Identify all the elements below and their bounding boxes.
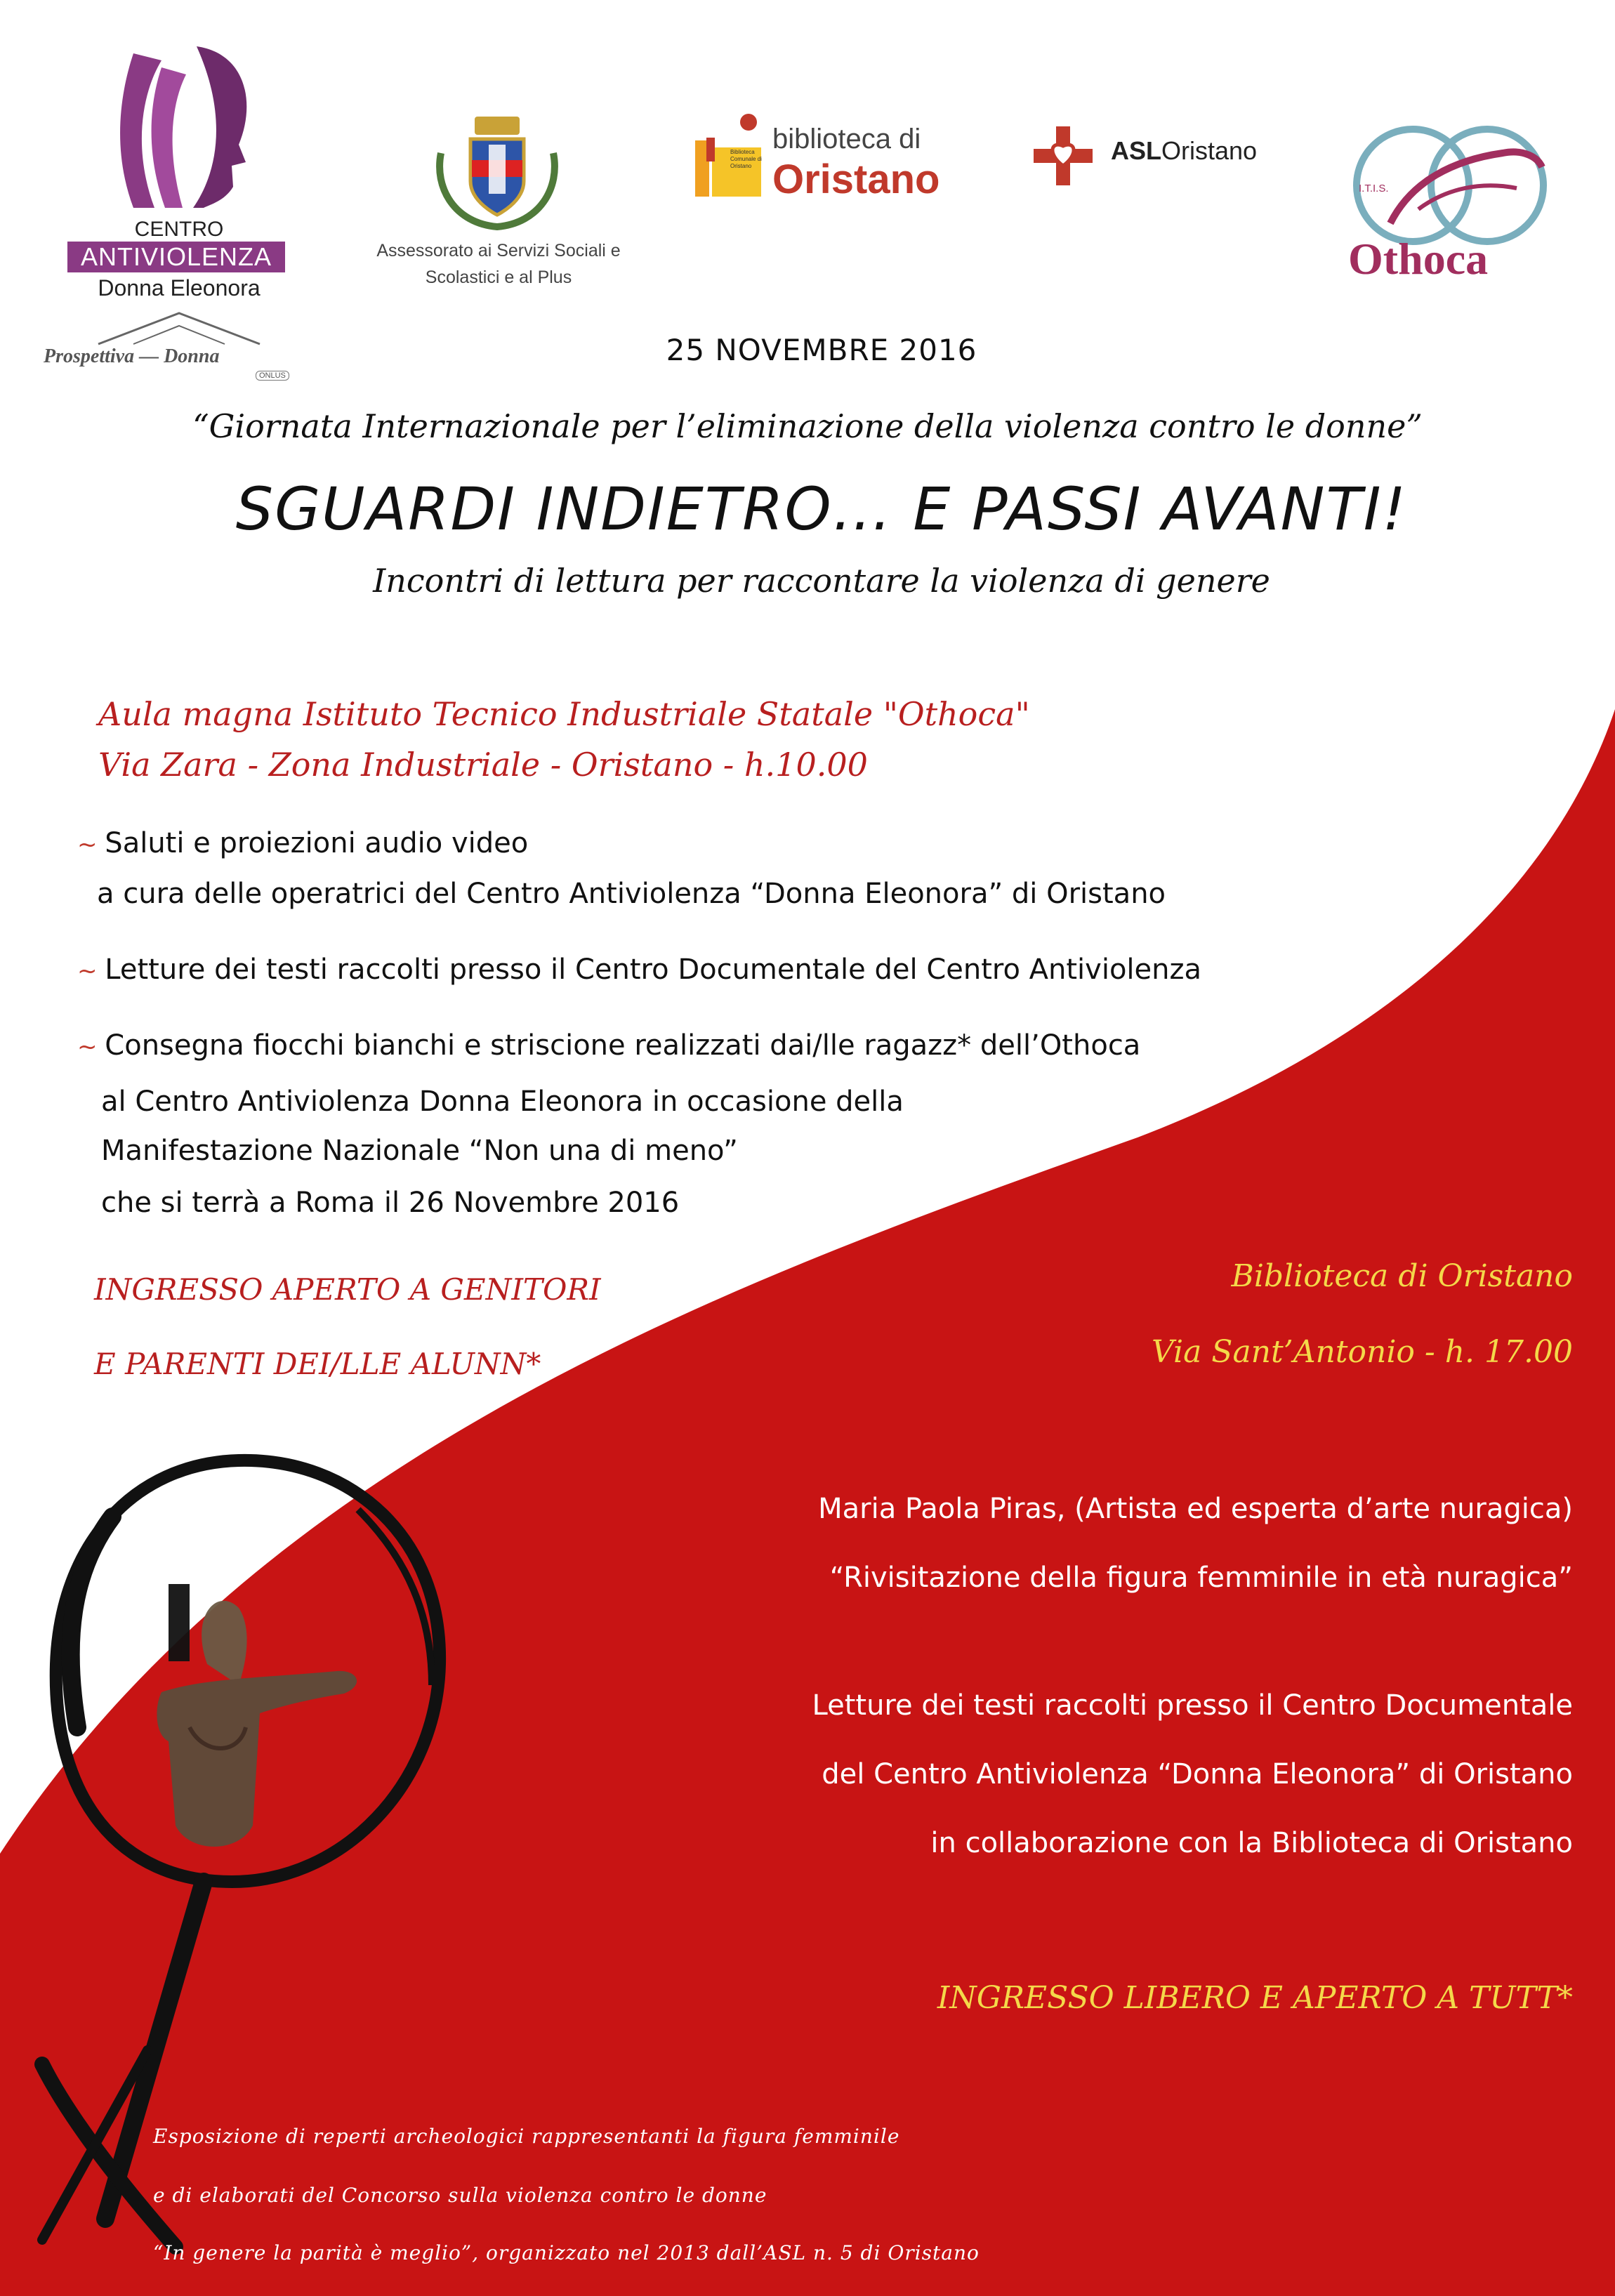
othoca-label: Othoca — [1348, 234, 1489, 284]
event-date: 25 NOVEMBRE 2016 — [666, 333, 977, 367]
bullet-dash: ~ — [77, 957, 105, 985]
list-item — [77, 1029, 1140, 1062]
asl-oristano-label: Oristano — [1161, 136, 1258, 165]
list-item-continuation: Manifestazione Nazionale “Non una di meno” — [101, 1135, 738, 1167]
occasion-line: “Giornata Internazionale per l’eliminazione della violenza contro le donne” — [192, 407, 1423, 445]
page-subtitle: Incontri di lettura per raccontare la violenza di genere — [373, 562, 1270, 600]
talk-title: “Rivisitazione della figura femminile in età nuragica” — [829, 1562, 1573, 1594]
page-title: SGUARDI INDIETRO… E PASSI AVANTI! — [235, 475, 1408, 543]
itis-label: I.T.I.S. — [1359, 183, 1389, 194]
bullet-dash: ~ — [77, 831, 105, 859]
list-item-text: Letture dei testi raccolti presso il Centro Documentale del Centro Antiviolenza — [105, 954, 1201, 986]
antiviolenza-banner: ANTIVIOLENZA — [67, 242, 285, 272]
list-item — [77, 827, 528, 859]
morning-venue-line1: Aula magna Istituto Tecnico Industriale Statale "Othoca" — [98, 695, 1030, 733]
asl-cross-icon — [1031, 124, 1095, 188]
exhibition-line1: Esposizione di reperti archeologici rappresentanti la figura femminile — [153, 2125, 900, 2148]
afternoon-venue-line1: Biblioteca di Oristano — [1231, 1258, 1573, 1294]
reading-line3: in collaborazione con la Biblioteca di Oristano — [930, 1827, 1573, 1859]
morning-venue-line2: Via Zara - Zona Industriale - Oristano - h.10.00 — [98, 746, 868, 784]
afternoon-venue-line2: Via Sant’Antonio - h. 17.00 — [1152, 1334, 1573, 1370]
biblioteca-di-label: biblioteca di — [772, 124, 921, 154]
assessorato-caption: Assessorato ai Servizi Sociali e Scolastici e al Plus — [376, 241, 621, 287]
asl-bold-label: ASL — [1111, 136, 1161, 165]
reading-line1: Letture dei testi raccolti presso il Centro Documentale — [812, 1689, 1573, 1722]
bullet-dash: ~ — [77, 1033, 105, 1061]
oristano-label: Oristano — [772, 157, 940, 202]
coat-of-arms-icon — [427, 104, 567, 230]
exhibition-line2: e di elaborati del Concorso sulla violenza contro le donne — [153, 2184, 767, 2207]
asl-label — [1111, 136, 1257, 166]
biblioteca-tiny-label: Biblioteca Comunale di Oristano — [730, 149, 762, 169]
onlus-tag: ONLUS — [256, 371, 289, 381]
list-item-text: Saluti e proiezioni audio video — [105, 827, 529, 859]
prospettiva-donna-label: Prospettiva — Donna — [44, 345, 220, 367]
centro-label: CENTRO — [134, 218, 224, 241]
woman-profile-icon — [105, 39, 260, 215]
bronze-statuette — [157, 1584, 357, 1847]
donna-eleonora-label: Donna Eleonora — [98, 275, 261, 301]
reading-line2: del Centro Antiviolenza “Donna Eleonora” di Oristano — [822, 1758, 1573, 1790]
morning-entry-line1: INGRESSO APERTO A GENITORI — [94, 1272, 601, 1307]
afternoon-entry: INGRESSO LIBERO E APERTO A TUTT* — [937, 1980, 1573, 2016]
list-item-continuation: a cura delle operatrici del Centro Antiviolenza “Donna Eleonora” di Oristano — [97, 878, 1166, 910]
list-item-continuation: che si terrà a Roma il 26 Novembre 2016 — [101, 1187, 680, 1219]
female-symbol-graphic — [28, 1432, 463, 2296]
morning-entry-line2: E PARENTI DEI/LLE ALUNN* — [94, 1347, 541, 1381]
list-item-continuation: al Centro Antiviolenza Donna Eleonora in occasione della — [101, 1086, 904, 1118]
speaker-line: Maria Paola Piras, (Artista ed esperta d’arte nuragica) — [818, 1493, 1573, 1525]
exhibition-line3: “In genere la parità è meglio”, organizzato nel 2013 dall’ASL n. 5 di Oristano — [153, 2241, 980, 2264]
list-item — [77, 954, 1201, 986]
list-item-text: Consegna fiocchi bianchi e striscione realizzati dai/lle ragazz* dell’Othoca — [105, 1029, 1141, 1062]
